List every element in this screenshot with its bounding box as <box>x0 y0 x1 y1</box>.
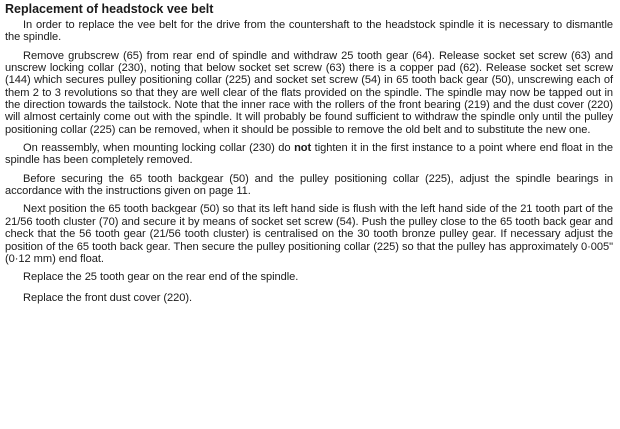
paragraph-reassembly-note <box>5 142 613 167</box>
paragraph-dismantling-steps: Remove grubscrew (65) from rear end of spindle and withdraw 25 tooth gear (64). Release socket set screw (63) and unscrew locking collar (230), noting that below socket set screw (63) there is a copper pad (62). Release socket set screw (144) which secures pulley positioning collar (225) and socket set screw (54) in 65 tooth back gear (50), unscrewing each of them 2 to 3 revolutions so that they are well clear of the flats provided on the spindle. The spindle may now be tapped out in the direction towards the tailstock. Note that the inner race with the rollers of the front bearing (219) and the dust cover (220) will almost certainly come out with the spindle. It will probably be found sufficient to withdraw the spindle only until the pulley positioning collar (225) can be removed, when it should be possible to remove the old belt and to substitute the new one. <box>5 49 613 136</box>
section-heading: Replacement of headstock vee belt <box>5 2 214 16</box>
paragraph-intro: In order to replace the vee belt for the drive from the countershaft to the headstock spindle it is necessary to dismantle the spindle. <box>5 19 613 44</box>
paragraph-replace-dust-cover: Replace the front dust cover (220). <box>23 291 193 304</box>
paragraph-backgear-positioning: Next position the 65 tooth backgear (50) so that its left hand side is flush with the left hand side of the 21 tooth part of the 21/56 tooth cluster (70) and secure it by means of socket set screw (54). Push the pulley close to the 65 tooth back gear and check that the 56 tooth gear (21/56 tooth cluster) is centralised on the 30 tooth bronze pulley gear. If necessary adjust the position of the 65 tooth back gear. Then secure the pulley positioning collar (225) so that the pulley has approximately 0·005" (0·12 mm) end float. <box>5 203 613 265</box>
paragraph-bearing-adjustment: Before securing the 65 tooth backgear (50) and the pulley positioning collar (225), adjust the spindle bearings in accordance with the instructions given on page 11. <box>5 172 613 198</box>
reassembly-text-after: tighten it in the first instance to a point where end float in the spindle has been completely removed. <box>5 142 613 167</box>
manual-page <box>5 2 613 427</box>
reassembly-text-before: On reassembly, when mounting locking collar (230) do <box>23 142 295 155</box>
reassembly-emphasis: not <box>294 142 312 155</box>
paragraph-replace-gear: Replace the 25 tooth gear on the rear end of the spindle. <box>23 271 299 284</box>
